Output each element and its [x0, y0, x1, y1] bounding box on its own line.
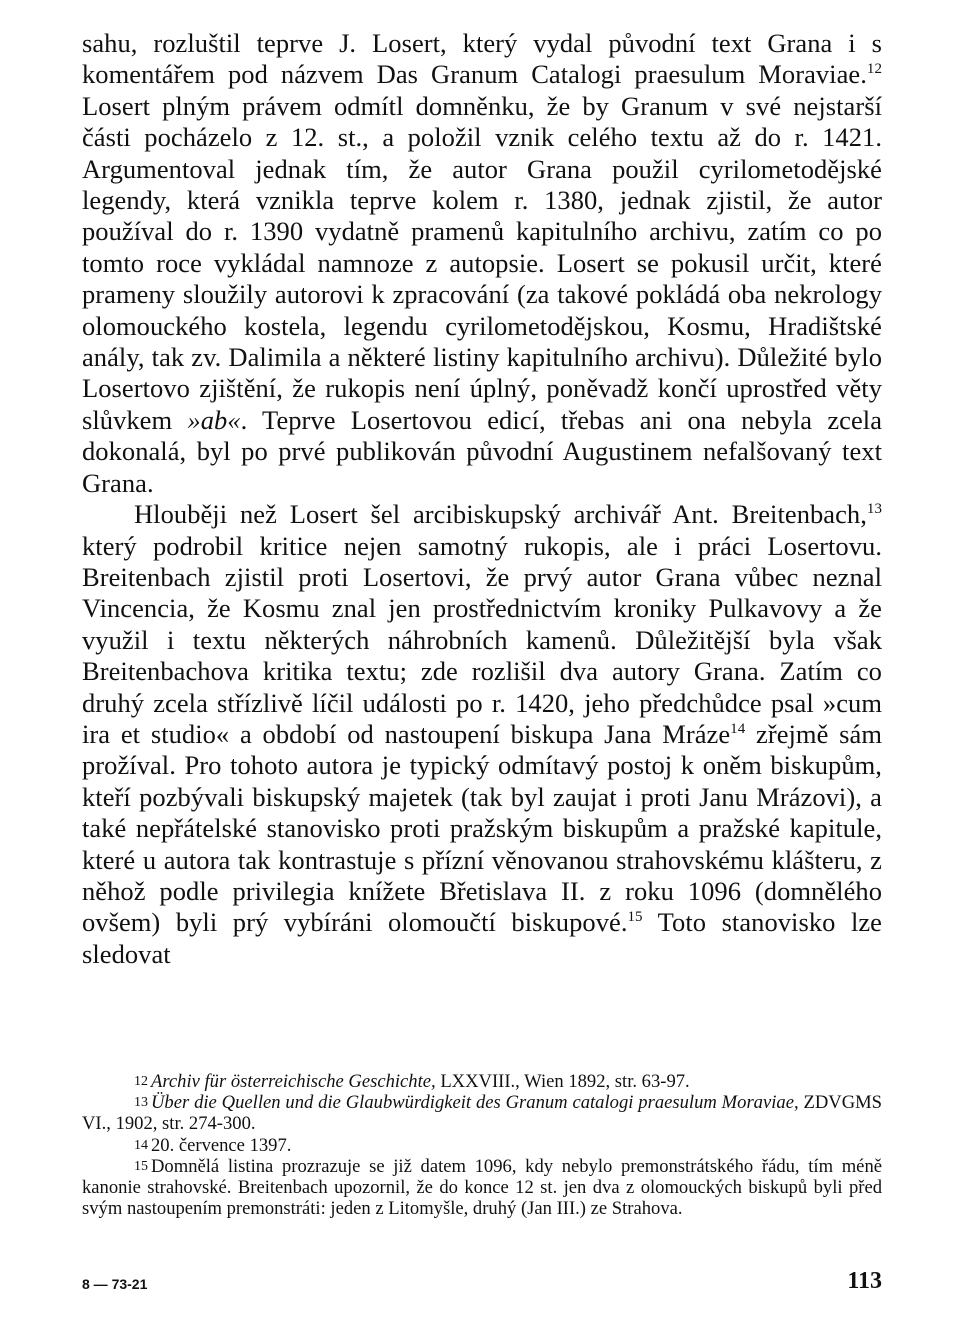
footnote-ref-12[interactable]: 12	[866, 61, 882, 78]
paragraph-2-text-c: zřejmě sám prožíval. Pro tohoto autora je typický odmítavý postoj k oněm biskupům, kteří pozbývali biskupský majetek (tak byl zaujat i proti Janu Mrázovi), a také nepřátelské stanovisko proti pražským biskupům a pražské kapitule, které u autora tak kontrastuje s přízní věnovanou strahovskému klášteru, z něhož podle privilegia knížete Břetislava II. z roku 1096 (domnělého ovšem) byli prý vybíráni olomoučtí biskupové.	[82, 718, 883, 938]
footnote-12-title: Archiv für österreichische Geschichte,	[151, 1071, 436, 1092]
footnote-13-title: Über die Quellen und die Glaubwürdigkeit des Granum catalogi praesulum Moraviae,	[151, 1092, 799, 1114]
footnote-14-text: 20. července 1397.	[151, 1134, 292, 1156]
footnote-15-text: Domnělá listina prozrazuje se již datem 1096, kdy nebylo premonstrátského řádu, tím méně kanonie strahovské. Breitenbach upozornil, že do konce 12 st. jen dva z olomouckých biskupů byli před svým nastoupením premonstráti: jeden z Litomyšle, druhý (Jan III.) ze Strahova.	[82, 1155, 882, 1220]
footnote-12	[82, 1071, 882, 1092]
footnote-14	[82, 1135, 882, 1156]
footnotes	[82, 1071, 882, 1219]
main-text	[82, 28, 882, 970]
footnote-12-text: LXXVIII., Wien 1892, str. 63-97.	[435, 1071, 690, 1092]
footnote-13-text: ZDVGMS VI., 1902, str. 274-300.	[82, 1092, 882, 1135]
printer-signature: 8 — 73-21	[82, 1276, 148, 1292]
footnote-13	[82, 1092, 882, 1134]
paragraph-1-text-c: . Teprve Losertovou edicí, třebas ani ona nebyla zcela dokonalá, byl po prvé publikován původní Augustinem nefalšovaný text Grana.	[82, 404, 883, 498]
footnote-12-number: 12	[134, 1074, 148, 1089]
footnote-15	[82, 1156, 882, 1220]
footnote-ref-15[interactable]: 15	[627, 909, 643, 926]
paragraph-1-text-a: sahu, rozluštil teprve J. Losert, který vydal původní text Grana i s komentářem pod názvem Das Granum Catalogi praesulum Moraviae.	[82, 28, 882, 90]
page-number: 113	[847, 1268, 882, 1294]
footnote-ref-13[interactable]: 13	[866, 501, 882, 518]
paragraph-2-text-b: který podrobil kritice nejen samotný rukopis, ale i práci Losertovu. Breitenbach zjistil proti Losertovi, že prvý autor Grana vůbec neznal Vincencia, že Kosmu znal jen prostřednictvím kroniky Pulkavovy a že využil i textu některých náhrobních kamenů. Důležitější byla však Breitenbachova kritika textu; zde rozlišil dva autory Grana. Zatím co druhý zcela střízlivě líčil události po r. 1420, jeho předchůdce psal »cum ira et studio« a období od nastoupení biskupa Jana Mráze	[82, 530, 882, 749]
paragraph-2-text-a: Hlouběji než Losert šel arcibiskupský archivář Ant. Breitenbach,	[134, 499, 867, 530]
page-footer	[82, 1268, 882, 1298]
paragraph-1	[82, 28, 882, 499]
footnote-ref-14[interactable]: 14	[730, 721, 746, 738]
footnote-14-number: 14	[134, 1137, 148, 1153]
paragraph-1-text-b: Losert plným právem odmítl domněnku, že by Granum v své nejstarší části pocházelo z 12. st., a položil vznik celého textu až do r. 1421. Argumentoval jednak tím, že autor Grana použil cyrilometodějské legendy, která vznikla teprve kolem r. 1380, jednak zjistil, že autor používal do r. 1390 vydatně pramenů kapitulního archivu, zatím co po tomto roce vykládal namnoze z autopsie. Losert se pokusil určit, které prameny sloužily autorovi k zpracování (za takové pokládá oba nekrology olomouckého kostela, legendu cyrilometodějskou, Kosmu, Hradištské anály, tak zv. Dalimila a některé listiny kapitulního archivu). Důležité bylo Losertovo zjištění, že rukopis není úplný, poněvadž končí uprostřed věty slůvkem	[82, 90, 882, 435]
footnote-15-number: 15	[134, 1158, 148, 1174]
paragraph-2-text-d: Toto stanovisko lze sledovat	[82, 907, 882, 969]
footnote-13-number: 13	[134, 1095, 148, 1111]
quoted-word-ab: »ab«	[187, 404, 241, 435]
paragraph-2	[82, 499, 882, 970]
